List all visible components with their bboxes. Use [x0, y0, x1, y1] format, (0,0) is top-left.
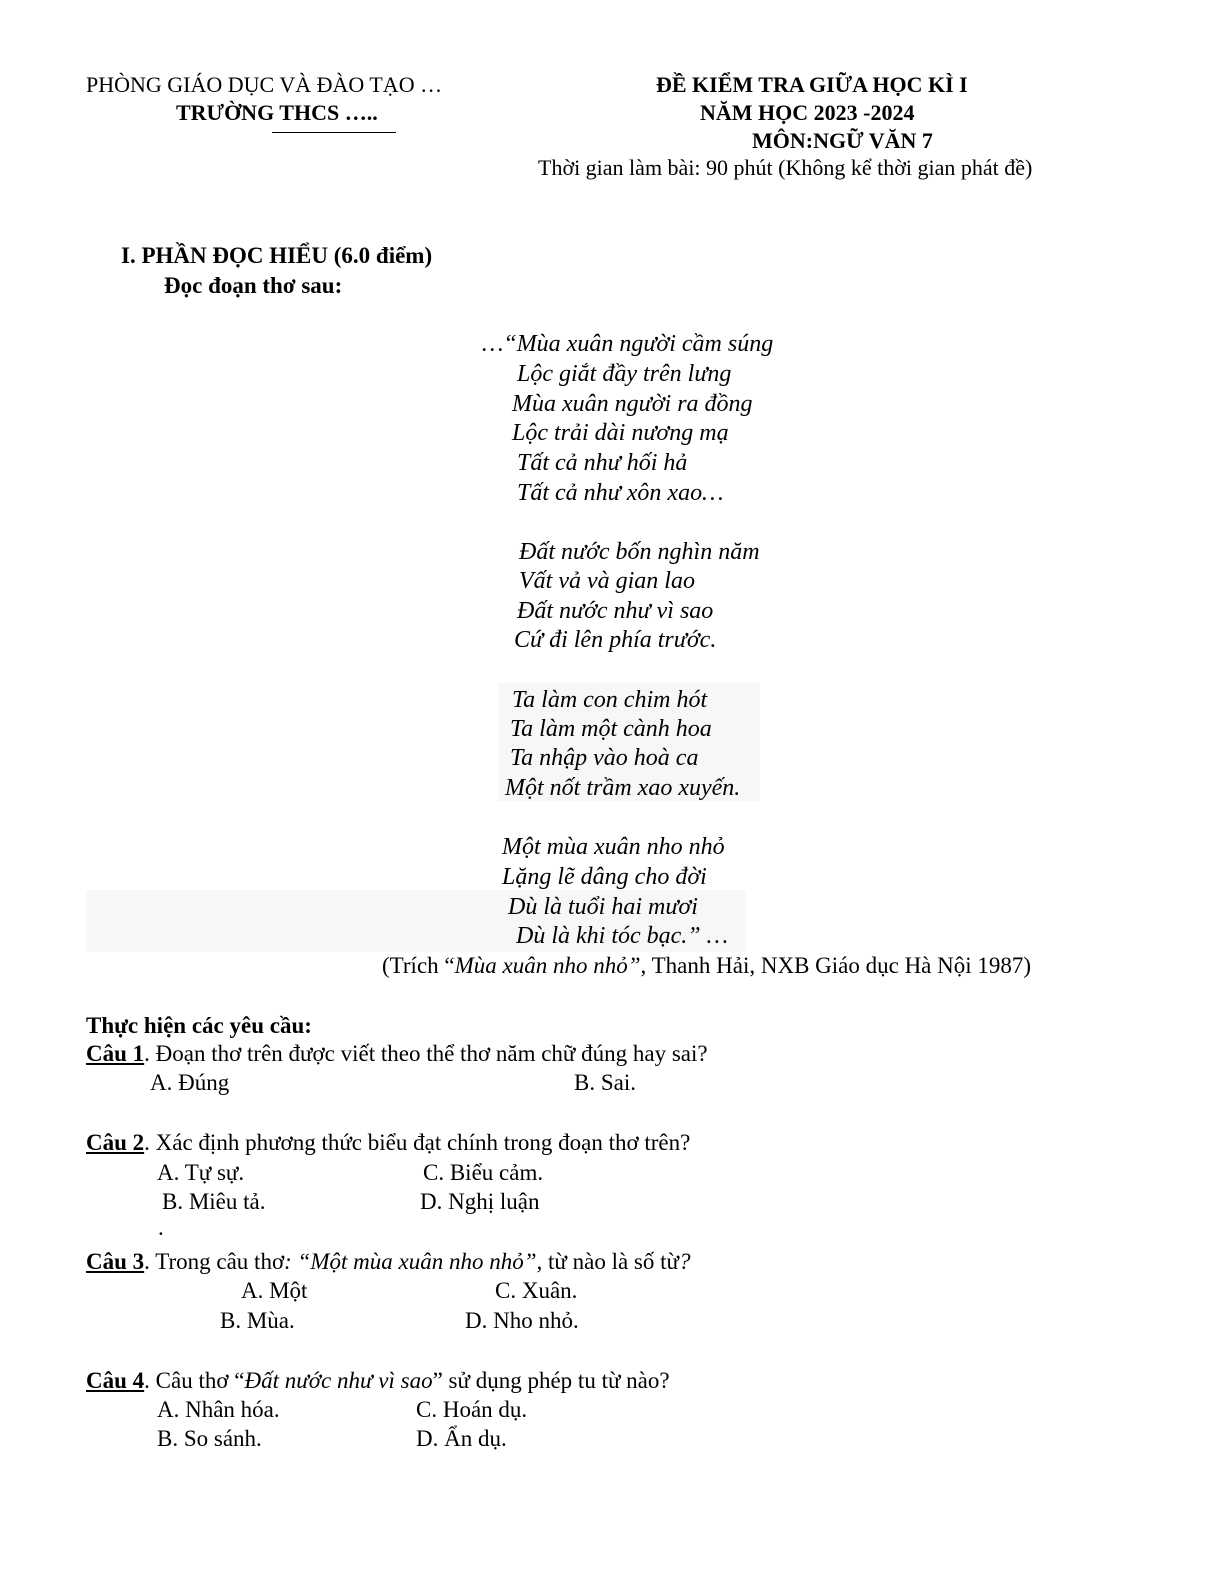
q1-option-b: B. Sai.	[574, 1070, 636, 1095]
q3-option-b: B. Mùa.	[220, 1308, 295, 1333]
poem-line: Mùa xuân người ra đồng	[512, 391, 753, 417]
question-2	[86, 1130, 690, 1156]
poem-line: Dù là tuổi hai mươi	[508, 894, 698, 920]
time-note: Thời gian làm bài: 90 phút (Không kể thời gian phát đề)	[538, 155, 1033, 180]
poem-line: Ta làm một cành hoa	[510, 716, 712, 742]
citation-suffix: , Thanh Hải, NXB Giáo dục Hà Nội 1987)	[640, 953, 1032, 978]
question-quote: : “Một mùa xuân nho nhỏ”,	[284, 1249, 543, 1274]
poem-line: Một nốt trầm xao xuyến.	[505, 775, 741, 801]
question-label: Câu 4	[86, 1368, 145, 1393]
poem-line: Lặng lẽ dâng cho đời	[502, 864, 707, 890]
department-name: PHÒNG GIÁO DỤC VÀ ĐÀO TẠO …	[86, 72, 443, 97]
citation-prefix: (Trích “	[382, 953, 455, 978]
poem-citation	[382, 953, 1031, 979]
poem-line: Đất nước như vì sao	[517, 598, 714, 624]
poem-line: …“Mùa xuân người cầm súng	[482, 331, 774, 357]
question-text: . Trong câu thơ	[144, 1249, 285, 1274]
poem-line: Vất vả và gian lao	[519, 568, 695, 594]
section-title: I. PHẦN ĐỌC HIỂU (6.0 điểm)	[121, 243, 433, 268]
poem-line: Cứ đi lên phía trước.	[514, 627, 717, 653]
stray-mark: .	[158, 1215, 164, 1240]
q3-option-c: C. Xuân.	[495, 1278, 578, 1303]
poem-line: Dù là khi tóc bạc.” …	[516, 923, 728, 949]
subject: MÔN:NGỮ VĂN 7	[752, 128, 933, 153]
q2-option-b: B. Miêu tả.	[162, 1189, 266, 1214]
question-text: . Câu thơ “	[144, 1368, 245, 1393]
section-instruction: Đọc đoạn thơ sau:	[164, 273, 343, 298]
question-label: Câu 2	[86, 1130, 145, 1155]
poem-line: Một mùa xuân nho nhỏ	[502, 834, 725, 860]
q2-option-a: A. Tự sự.	[157, 1160, 245, 1185]
question-label: Câu 1	[86, 1041, 145, 1066]
question-4	[86, 1368, 670, 1394]
school-name: TRƯỜNG THCS …..	[176, 100, 378, 125]
tasks-heading: Thực hiện các yêu cầu:	[86, 1013, 312, 1038]
poem-line: Tất cả như xôn xao…	[517, 480, 724, 506]
q3-option-d: D. Nho nhỏ.	[465, 1308, 579, 1333]
school-year: NĂM HỌC 2023 -2024	[700, 100, 915, 125]
question-quote: Đất nước như vì sao	[244, 1368, 433, 1393]
q4-option-d: D. Ẩn dụ.	[416, 1426, 507, 1451]
q1-option-a: A. Đúng	[150, 1070, 230, 1095]
poem-line: Ta nhập vào hoà ca	[510, 745, 699, 771]
question-1	[86, 1041, 708, 1067]
q2-option-d: D. Nghị luận	[420, 1189, 540, 1214]
q2-option-c: C. Biểu cảm.	[423, 1160, 544, 1185]
question-text: . Xác định phương thức biểu đạt chính trong đoạn thơ trên?	[144, 1130, 691, 1155]
poem-line: Đất nước bốn nghìn năm	[519, 539, 760, 565]
question-text-b: từ nào là số từ	[542, 1249, 679, 1274]
poem-line: Ta làm con chim hót	[512, 687, 708, 713]
question-text: . Đoạn thơ trên được viết theo thể thơ năm chữ đúng hay sai?	[144, 1041, 708, 1066]
citation-title: Mùa xuân nho nhỏ”	[454, 953, 641, 978]
question-label: Câu 3	[86, 1249, 145, 1274]
q4-option-a: A. Nhân hóa.	[157, 1397, 280, 1422]
q4-option-c: C. Hoán dụ.	[416, 1397, 528, 1422]
poem-line: Lộc giắt đầy trên lưng	[517, 361, 732, 387]
question-text-c: ?	[678, 1249, 691, 1274]
q3-option-a: A. Một	[241, 1278, 308, 1303]
exam-title: ĐỀ KIỂM TRA GIỮA HỌC KÌ I	[656, 72, 968, 97]
question-text-b: ” sử dụng phép tu từ nào?	[432, 1368, 670, 1393]
q4-option-b: B. So sánh.	[157, 1426, 262, 1451]
question-3	[86, 1249, 690, 1275]
poem-line: Tất cả như hối hả	[517, 450, 688, 476]
poem-line: Lộc trải dài nương mạ	[512, 420, 729, 446]
school-underline	[272, 132, 396, 133]
